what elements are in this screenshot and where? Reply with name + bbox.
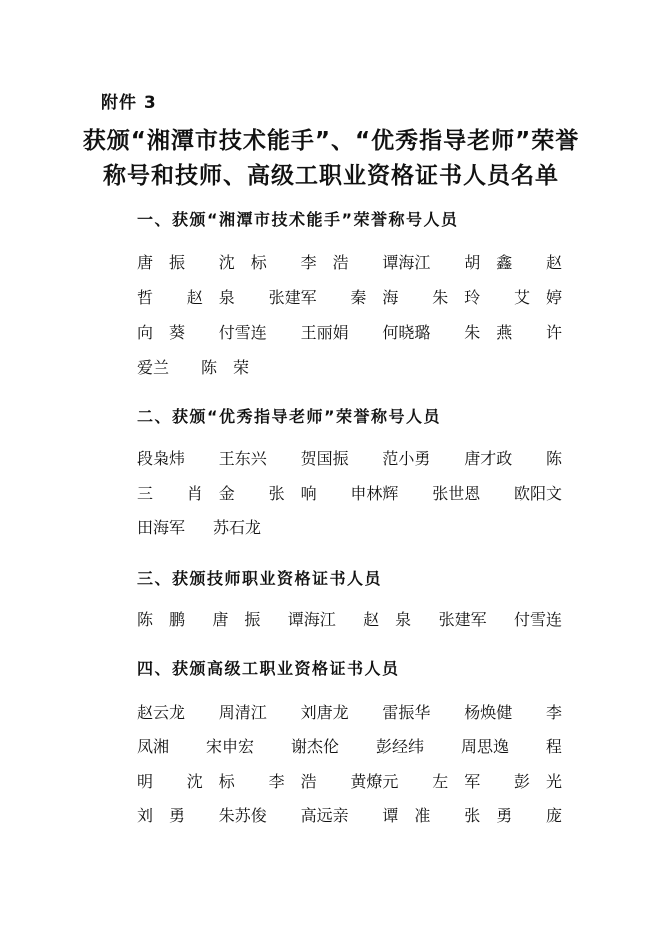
name-entry: 谭海江 <box>287 610 336 629</box>
name-entry: 朱 燕 <box>464 323 513 342</box>
name-entry: 周思逸 <box>460 737 509 756</box>
name-entry: 宋申宏 <box>205 737 254 756</box>
name-entry: 爱兰 <box>137 358 170 377</box>
name-entry: 沈 标 <box>186 772 235 791</box>
name-entry: 彭 光 <box>513 772 562 791</box>
name-entry: 许 <box>545 323 562 342</box>
name-entry: 唐才政 <box>464 449 513 468</box>
name-entry: 胡 鑫 <box>464 253 513 272</box>
section-4-row-4 <box>137 804 562 828</box>
name-entry: 赵 <box>545 253 562 272</box>
name-entry: 王丽娟 <box>300 323 349 342</box>
name-entry: 肖 金 <box>186 484 235 503</box>
name-entry: 朱 玲 <box>432 288 481 307</box>
name-entry: 张建军 <box>268 288 317 307</box>
name-entry: 申林辉 <box>350 484 399 503</box>
name-entry: 田海军 <box>137 518 186 537</box>
name-entry: 庞 <box>545 806 562 825</box>
section-4-row-2 <box>137 735 562 759</box>
section-4-row-1 <box>137 701 562 725</box>
name-entry: 陈 <box>545 449 562 468</box>
name-entry: 苏石龙 <box>213 518 262 537</box>
name-entry: 周清江 <box>218 703 267 722</box>
name-entry: 沈 标 <box>218 253 267 272</box>
document-title-line-2: 称号和技师、高级工职业资格证书人员名单 <box>103 163 559 189</box>
section-3-row-1 <box>137 608 562 632</box>
section-2-row-2 <box>137 482 562 506</box>
section-3-heading: 三、获颁技师职业资格证书人员 <box>137 569 383 588</box>
name-entry: 艾 婷 <box>513 288 562 307</box>
name-entry: 黄燎元 <box>350 772 399 791</box>
name-entry: 向 葵 <box>137 323 186 342</box>
section-1-row-3 <box>137 321 562 345</box>
section-4-heading: 四、获颁高级工职业资格证书人员 <box>137 659 400 678</box>
name-entry: 刘 勇 <box>137 806 186 825</box>
name-entry: 付雪连 <box>513 610 562 629</box>
section-4-row-3 <box>137 770 562 794</box>
name-entry: 赵 泉 <box>186 288 235 307</box>
name-entry: 谭海江 <box>382 253 431 272</box>
name-entry: 谭 准 <box>382 806 431 825</box>
section-1-row-2 <box>137 286 562 310</box>
name-entry: 王东兴 <box>218 449 267 468</box>
section-2-row-3 <box>137 516 562 540</box>
name-entry: 杨焕健 <box>464 703 513 722</box>
section-2-heading: 二、获颁“优秀指导老师”荣誉称号人员 <box>137 407 442 426</box>
name-entry: 雷振华 <box>382 703 431 722</box>
name-entry: 李 <box>545 703 562 722</box>
name-entry: 段枭炜 <box>137 449 186 468</box>
name-entry: 李 浩 <box>268 772 317 791</box>
document-title-line-1: 获颁“湘潭市技术能手”、“优秀指导老师”荣誉 <box>82 128 580 154</box>
name-entry: 张 勇 <box>464 806 513 825</box>
name-entry: 何晓璐 <box>382 323 431 342</box>
name-entry: 陈 鹏 <box>137 610 186 629</box>
attachment-label: 附件 3 <box>101 93 157 113</box>
name-entry: 欧阳文 <box>513 484 562 503</box>
name-entry: 刘唐龙 <box>300 703 349 722</box>
name-entry: 付雪连 <box>218 323 267 342</box>
name-entry: 赵云龙 <box>137 703 186 722</box>
name-entry: 凤湘 <box>137 737 170 756</box>
name-entry: 张建军 <box>438 610 487 629</box>
section-1-heading: 一、获颁“湘潭市技术能手”荣誉称号人员 <box>137 210 459 229</box>
section-2-row-1 <box>137 447 562 471</box>
name-entry: 程 <box>545 737 562 756</box>
name-entry: 范小勇 <box>382 449 431 468</box>
name-entry: 陈 荣 <box>201 358 250 377</box>
name-entry: 明 <box>137 772 154 791</box>
name-entry: 谢杰伦 <box>290 737 339 756</box>
name-entry: 高远亲 <box>300 806 349 825</box>
name-entry: 张 响 <box>268 484 317 503</box>
section-1-row-1 <box>137 251 562 275</box>
name-entry: 哲 <box>137 288 154 307</box>
name-entry: 左 军 <box>432 772 481 791</box>
section-1-row-4 <box>137 356 562 380</box>
name-entry: 张世恩 <box>432 484 481 503</box>
name-entry: 李 浩 <box>300 253 349 272</box>
name-entry: 彭经纬 <box>375 737 424 756</box>
name-entry: 三 <box>137 484 154 503</box>
name-entry: 唐 振 <box>137 253 186 272</box>
name-entry: 朱苏俊 <box>218 806 267 825</box>
name-entry: 赵 泉 <box>363 610 412 629</box>
name-entry: 唐 振 <box>212 610 261 629</box>
name-entry: 贺国振 <box>300 449 349 468</box>
name-entry: 秦 海 <box>350 288 399 307</box>
